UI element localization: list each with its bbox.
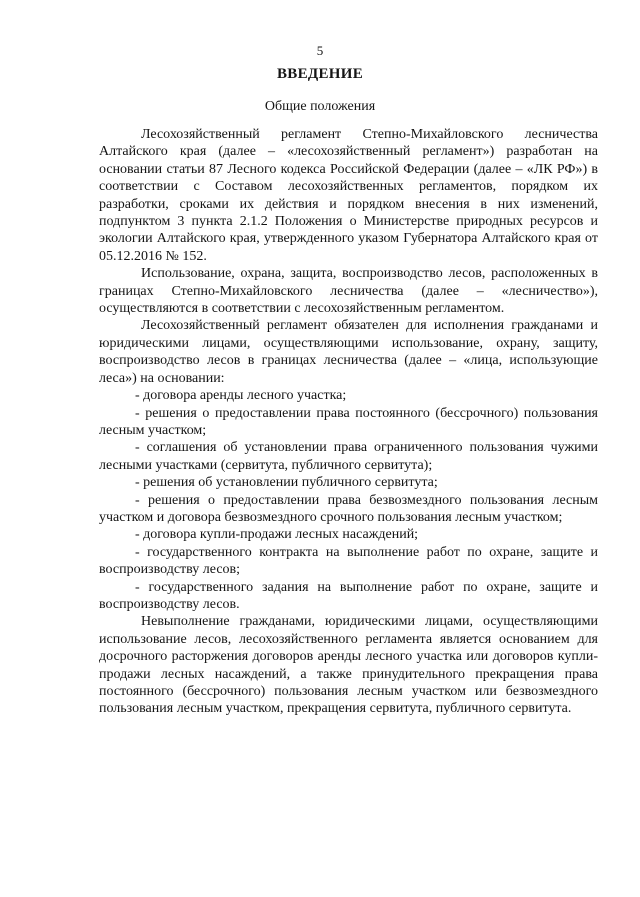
body-text <box>99 126 598 718</box>
list-item: - договора купли-продажи лесных насаждений; <box>135 527 419 543</box>
paragraph: Лесохозяйственный регламент обязателен для исполнения гражданами и юридическими лицами, осуществляющими использование, охрану, защиту, воспроизводство лесов в границах лесничества (далее – «лица, использующие леса») на основании: <box>99 318 598 386</box>
section-subtitle: Общие положения <box>264 99 376 114</box>
list-item: - соглашения об установлении права ограниченного пользования чужими лесными участками (сервитута, публичного сервитута); <box>99 440 598 473</box>
section-title: ВВЕДЕНИЕ <box>276 66 364 82</box>
list-item: - договора аренды лесного участка; <box>135 388 347 404</box>
list-item: - решения о предоставлении права безвозмездного пользования лесным участком и договора безвозмездного срочного пользования лесным участком; <box>99 492 598 525</box>
list-item: - государственного контракта на выполнение работ по охране, защите и воспроизводству лесов; <box>99 544 598 578</box>
list-item: - решения о предоставлении права постоянного (бессрочного) пользования лесным участком; <box>99 405 598 438</box>
list-item: - решения об установлении публичного сервитута; <box>135 475 438 491</box>
paragraph: Использование, охрана, защита, воспроизводство лесов, расположенных в границах Степно-Михайловского лесничества (далее – «лесничество»), осуществляются в соответствии с лесохозяйственным регламентом. <box>99 266 598 317</box>
list-item: - государственного задания на выполнение работ по охране, защите и воспроизводству лесов. <box>99 579 598 612</box>
closing-paragraph: Невыполнение гражданами, юридическими лицами, осуществляющими использование лесов, лесохозяйственного регламента является основанием для досрочного расторжения договоров аренды лесного участка или договоров купли-продажи лесных насаждений, а также принудительного прекращения права постоянного (бессрочного) пользования лесным участком или безвозмездного пользования лесным участком, прекращения сервитута, публичного сервитута. <box>99 614 598 717</box>
page-number: 5 <box>316 43 324 58</box>
paragraph: Лесохозяйственный регламент Степно-Михайловского лесничества Алтайского края (далее – «лесохозяйственный регламент») разработан на основании статьи 87 Лесного кодекса Российской Федерации (далее – «ЛК РФ») в соответствии с Составом лесохозяйственных регламентов, порядком их разработки, сроками их действия и порядком внесения в них изменений, подпунктом 3 пункта 2.1.2 Положения о Министерстве природных ресурсов и экологии Алтайского края, утвержденного указом Губернатора Алтайского края от 05.12.2016 № 152. <box>99 127 598 264</box>
